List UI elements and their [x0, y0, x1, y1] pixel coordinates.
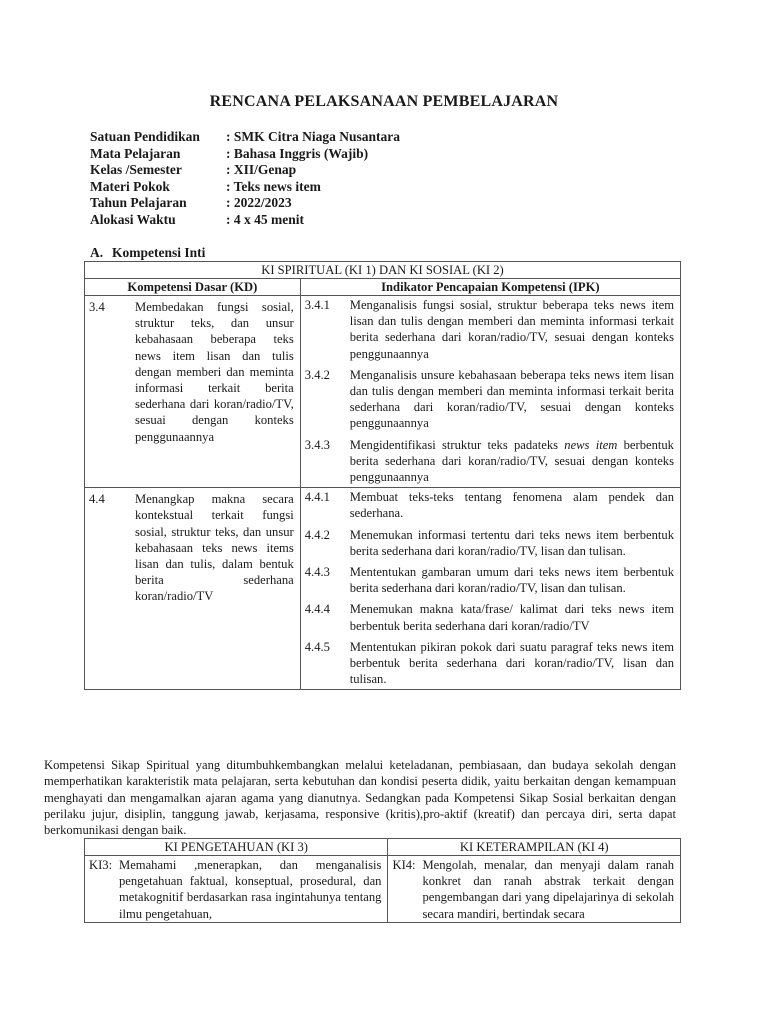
document-title: RENCANA PELAKSANAAN PEMBELAJARAN [209, 93, 559, 110]
kd-cell [85, 488, 301, 690]
ipk-text-part: Mengidentifikasi struktur teks padateks [349, 437, 565, 452]
ipk-number: 4.4.5 [304, 639, 330, 654]
ipk-item [305, 297, 674, 362]
ipk-text: Menemukan informasi tertentu dari teks news item berbentuk berita sederhana dari koran/radio/TV, lisan dan tulisan. [349, 527, 674, 558]
kd-text: Menangkap makna secara kontekstual terkait fungsi sosial, struktur teks, dan unsur kebahasaan teks news items lisan dan tulis, dalam bentuk berita sederhana koran/radio/TV [135, 492, 294, 604]
ki4-cell [388, 856, 681, 923]
kd-text: Membedakan fungsi sosial, struktur teks, dan unsur kebahasaan beberapa teks news item lisan dan tulis dengan memberi dan meminta informasi terkait berita sederhana dari koran/radio/TV, sesuai dengan konteks penggunaannya [135, 300, 294, 444]
column-header-ki4: KI KETERAMPILAN (KI 4) [388, 839, 681, 856]
ipk-text [350, 437, 674, 486]
ki4-text: Mengolah, menalar, dan menyaji dalam ranah konkret dan ranah abstrak terkait dengan pengembangan dari yang dipelajarinya di sekolah secara mandiri, bertindak secara [422, 858, 674, 921]
meta-label: Satuan Pendidikan [90, 129, 200, 144]
meta-value: : XII/Genap [226, 162, 297, 177]
meta-label: Mata Pelajaran [90, 145, 181, 161]
meta-value: : Bahasa Inggris (Wajib) [226, 145, 369, 161]
ipk-item [305, 564, 674, 596]
identity-block [90, 129, 400, 228]
meta-label: Kelas /Semester [90, 162, 182, 177]
ipk-item [305, 437, 674, 486]
ipk-item [305, 639, 674, 688]
meta-value: : 2022/2023 [226, 195, 292, 210]
ipk-number: 4.4.1 [304, 490, 330, 505]
ipk-number: 3.4.3 [304, 437, 330, 452]
competency-table [84, 261, 681, 690]
ipk-item [305, 527, 674, 559]
column-header-ki3: KI PENGETAHUAN (KI 3) [85, 839, 388, 856]
meta-row [90, 162, 400, 179]
meta-row [90, 179, 400, 196]
column-header-kd: Kompetensi Dasar (KD) [85, 279, 301, 296]
table-row [85, 296, 681, 488]
meta-value: : Teks news item [226, 178, 321, 194]
ipk-text: Menemukan makna kata/frase/ kalimat dari teks news item berbentuk berita sederhana dari koran/radio/TV [349, 602, 674, 633]
ipk-text: Menganalisis fungsi sosial, struktur beberapa teks news item lisan dan tulis dengan memberi dan meminta informasi terkait berita sederhana dari koran/radio/TV, sesuai dengan konteks penggunaannya [349, 298, 674, 361]
ipk-text: Mententukan gambaran umum dari teks news item berbentuk berita sederhana dari koran/radio/TV, lisan dan tulisan. [349, 565, 674, 596]
section-number: A. [90, 245, 104, 260]
ipk-text: Mententukan pikiran pokok dari suatu paragraf teks news item berbentuk berita sederhana dari koran/radio/TV, lisan dan tulisan. [349, 639, 674, 687]
meta-row [90, 129, 400, 146]
attitude-paragraph: Kompetensi Sikap Spiritual yang ditumbuhkembangkan melalui keteladanan, pembiasaan, dan budaya sekolah dengan memperhatikan karakteristik mata pelajaran, serta kebutuhan dan kondisi peserta didik, yaitu berkaitan dengan kemampuan menghayati dan mengamalkan ajaran agama yang dianutnya. Sedangkan pada Kompetensi Sikap Sosial berkaitan dengan perilaku jujur, disiplin, tanggung jawab, kerjasama, responsive (kritis),pro-aktif (kreatif) dan percaya diri, serta dapat berkomunikasi dengan baik. [44, 758, 676, 838]
meta-value: : SMK Citra Niaga Nusantara [226, 129, 400, 144]
ipk-number: 4.4.3 [304, 565, 330, 580]
ipk-text-part: berbentuk berita sederhana dari koran/radio/TV, sesuai dengan konteks penggunaannya [349, 437, 674, 485]
ipk-item [305, 489, 674, 521]
kd-number: 3.4 [89, 300, 105, 314]
meta-label: Tahun Pelajaran [90, 195, 187, 210]
ipk-number: 3.4.2 [304, 367, 330, 382]
meta-row [90, 195, 400, 212]
ipk-text: Membuat teks-teks tentang fenomena alam pendek dan sederhana. [349, 490, 674, 521]
ki3-text: Memahami ,menerapkan, dan menganalisis pengetahuan faktual, konseptual, prosedural, dan metakognitif berdasarkan rasa ingintahunya tentang ilmu pengetahuan, [119, 858, 382, 921]
ipk-cell [300, 296, 680, 488]
ki3-cell [85, 856, 388, 923]
ipk-text-italic: news item [564, 437, 618, 452]
ipk-number: 4.4.4 [304, 602, 330, 617]
ipk-number: 4.4.2 [304, 527, 330, 542]
meta-label: Alokasi Waktu [90, 211, 176, 227]
ki3-label: KI3: [89, 858, 113, 872]
table-header: KI SPIRITUAL (KI 1) DAN KI SOSIAL (KI 2) [85, 262, 681, 279]
meta-row [90, 146, 400, 163]
ipk-cell [300, 488, 680, 690]
kd-cell [85, 296, 301, 488]
ki-table [84, 838, 681, 923]
ipk-item [305, 367, 674, 432]
meta-value: : 4 x 45 menit [226, 211, 304, 227]
ipk-text: Menganalisis unsure kebahasaan beberapa teks news item lisan dan tulis dengan memberi dan meminta informasi terkait berita sederhana dari koran/radio/TV, sesuai dengan konteks penggunaannya [349, 367, 674, 431]
column-header-ipk: Indikator Pencapaian Kompetensi (IPK) [300, 279, 680, 296]
section-heading-a [90, 245, 205, 261]
meta-row [90, 212, 400, 229]
ki4-label: KI4: [392, 858, 416, 872]
kd-number: 4.4 [89, 492, 105, 507]
table-row [85, 488, 681, 690]
ipk-item [305, 601, 674, 633]
ipk-number: 3.4.1 [304, 298, 330, 312]
section-label: Kompetensi Inti [112, 245, 206, 260]
meta-label: Materi Pokok [90, 178, 170, 194]
table-row [85, 856, 681, 923]
